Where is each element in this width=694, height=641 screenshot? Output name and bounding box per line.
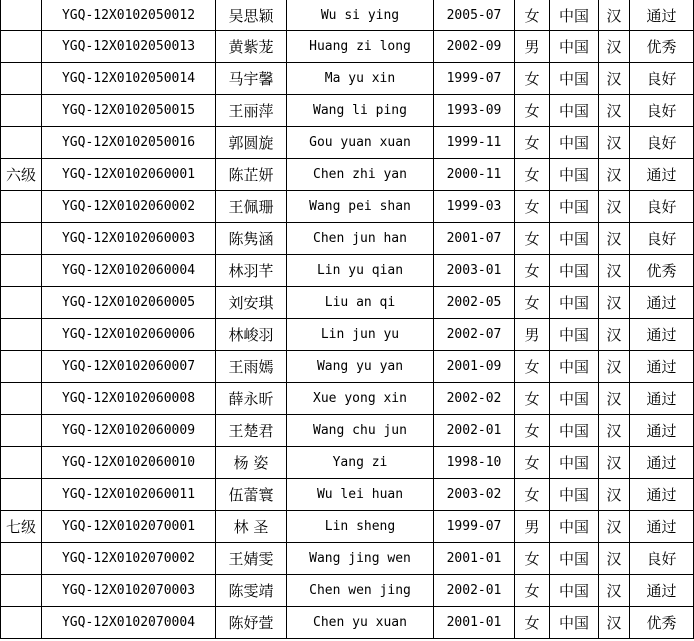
grade-cell [1, 255, 42, 287]
candidate-id-cell: YGQ-12X0102050014 [42, 63, 216, 95]
birth-date-cell: 2003-02 [434, 479, 515, 511]
pinyin-cell: Lin jun yu [287, 319, 434, 351]
table-row [1, 31, 694, 63]
name-cell: 薛永昕 [216, 383, 287, 415]
candidate-id-cell: YGQ-12X0102060011 [42, 479, 216, 511]
birth-date-cell: 2001-07 [434, 223, 515, 255]
pinyin-cell: Lin sheng [287, 511, 434, 543]
pinyin-cell: Chen wen jing [287, 575, 434, 607]
grade-cell [1, 319, 42, 351]
name-cell: 王楚君 [216, 415, 287, 447]
ethnicity-cell: 汉 [599, 447, 630, 479]
nationality-cell: 中国 [550, 351, 599, 383]
grade-cell [1, 95, 42, 127]
grade-cell [1, 223, 42, 255]
birth-date-cell: 2002-01 [434, 575, 515, 607]
ethnicity-cell: 汉 [599, 319, 630, 351]
birth-date-cell: 1998-10 [434, 447, 515, 479]
gender-cell: 女 [515, 159, 550, 191]
nationality-cell: 中国 [550, 255, 599, 287]
pinyin-cell: Ma yu xin [287, 63, 434, 95]
result-cell: 通过 [630, 351, 694, 383]
nationality-cell: 中国 [550, 319, 599, 351]
gender-cell: 女 [515, 415, 550, 447]
table-row [1, 223, 694, 255]
result-cell: 良好 [630, 543, 694, 575]
name-cell: 黄紫茏 [216, 31, 287, 63]
gender-cell: 女 [515, 0, 550, 31]
nationality-cell: 中国 [550, 127, 599, 159]
nationality-cell: 中国 [550, 415, 599, 447]
result-cell: 通过 [630, 319, 694, 351]
gender-cell: 女 [515, 127, 550, 159]
birth-date-cell: 2001-01 [434, 543, 515, 575]
gender-cell: 女 [515, 543, 550, 575]
candidate-id-cell: YGQ-12X0102060009 [42, 415, 216, 447]
name-cell: 陈芷妍 [216, 159, 287, 191]
candidate-id-cell: YGQ-12X0102060004 [42, 255, 216, 287]
ethnicity-cell: 汉 [599, 159, 630, 191]
result-cell: 通过 [630, 159, 694, 191]
gender-cell: 女 [515, 223, 550, 255]
pinyin-cell: Chen jun han [287, 223, 434, 255]
pinyin-cell: Yang zi [287, 447, 434, 479]
birth-date-cell: 2000-11 [434, 159, 515, 191]
result-cell: 通过 [630, 287, 694, 319]
grade-cell [1, 191, 42, 223]
ethnicity-cell: 汉 [599, 127, 630, 159]
nationality-cell: 中国 [550, 223, 599, 255]
ethnicity-cell: 汉 [599, 223, 630, 255]
name-cell: 马宇馨 [216, 63, 287, 95]
nationality-cell: 中国 [550, 191, 599, 223]
result-cell: 良好 [630, 127, 694, 159]
grade-cell [1, 447, 42, 479]
candidate-id-cell: YGQ-12X0102050016 [42, 127, 216, 159]
candidate-id-cell: YGQ-12X0102050015 [42, 95, 216, 127]
gender-cell: 女 [515, 479, 550, 511]
name-cell: 林羽芊 [216, 255, 287, 287]
birth-date-cell: 2002-02 [434, 383, 515, 415]
name-cell: 王雨嫣 [216, 351, 287, 383]
result-cell: 通过 [630, 383, 694, 415]
result-cell: 良好 [630, 63, 694, 95]
result-cell: 通过 [630, 447, 694, 479]
gender-cell: 男 [515, 31, 550, 63]
nationality-cell: 中国 [550, 287, 599, 319]
gender-cell: 女 [515, 287, 550, 319]
name-cell: 林 圣 [216, 511, 287, 543]
ethnicity-cell: 汉 [599, 0, 630, 31]
birth-date-cell: 1999-07 [434, 511, 515, 543]
nationality-cell: 中国 [550, 159, 599, 191]
name-cell: 王婧雯 [216, 543, 287, 575]
nationality-cell: 中国 [550, 575, 599, 607]
ethnicity-cell: 汉 [599, 95, 630, 127]
name-cell: 王佩珊 [216, 191, 287, 223]
table-row [1, 63, 694, 95]
pinyin-cell: Gou yuan xuan [287, 127, 434, 159]
birth-date-cell: 2002-05 [434, 287, 515, 319]
gender-cell: 女 [515, 95, 550, 127]
candidate-id-cell: YGQ-12X0102060010 [42, 447, 216, 479]
ethnicity-cell: 汉 [599, 383, 630, 415]
birth-date-cell: 2002-09 [434, 31, 515, 63]
birth-date-cell: 2005-07 [434, 0, 515, 31]
result-cell: 优秀 [630, 31, 694, 63]
ethnicity-cell: 汉 [599, 351, 630, 383]
table-row [1, 607, 694, 639]
candidate-id-cell: YGQ-12X0102070002 [42, 543, 216, 575]
table-row [1, 351, 694, 383]
table-row [1, 575, 694, 607]
ethnicity-cell: 汉 [599, 543, 630, 575]
pinyin-cell: Wang jing wen [287, 543, 434, 575]
candidate-id-cell: YGQ-12X0102060006 [42, 319, 216, 351]
result-cell: 良好 [630, 223, 694, 255]
name-cell: 陈隽涵 [216, 223, 287, 255]
pinyin-cell: Wu lei huan [287, 479, 434, 511]
gender-cell: 女 [515, 191, 550, 223]
result-cell: 通过 [630, 415, 694, 447]
ethnicity-cell: 汉 [599, 31, 630, 63]
ethnicity-cell: 汉 [599, 607, 630, 639]
nationality-cell: 中国 [550, 543, 599, 575]
result-cell: 通过 [630, 511, 694, 543]
candidate-id-cell: YGQ-12X0102060005 [42, 287, 216, 319]
table-row [1, 479, 694, 511]
pinyin-cell: Chen zhi yan [287, 159, 434, 191]
birth-date-cell: 1999-03 [434, 191, 515, 223]
name-cell: 林峻羽 [216, 319, 287, 351]
pinyin-cell: Chen yu xuan [287, 607, 434, 639]
grade-cell [1, 575, 42, 607]
ethnicity-cell: 汉 [599, 63, 630, 95]
grade-cell [1, 31, 42, 63]
nationality-cell: 中国 [550, 0, 599, 31]
birth-date-cell: 1999-11 [434, 127, 515, 159]
birth-date-cell: 1999-07 [434, 63, 515, 95]
name-cell: 刘安琪 [216, 287, 287, 319]
name-cell: 伍蕾寰 [216, 479, 287, 511]
nationality-cell: 中国 [550, 479, 599, 511]
name-cell: 陈妤萱 [216, 607, 287, 639]
grade-cell [1, 415, 42, 447]
gender-cell: 男 [515, 319, 550, 351]
nationality-cell: 中国 [550, 95, 599, 127]
gender-cell: 女 [515, 447, 550, 479]
candidate-id-cell: YGQ-12X0102070004 [42, 607, 216, 639]
ethnicity-cell: 汉 [599, 287, 630, 319]
gender-cell: 女 [515, 607, 550, 639]
table-row [1, 255, 694, 287]
ethnicity-cell: 汉 [599, 191, 630, 223]
name-cell: 郭圆旋 [216, 127, 287, 159]
birth-date-cell: 2001-01 [434, 607, 515, 639]
candidate-id-cell: YGQ-12X0102060002 [42, 191, 216, 223]
pinyin-cell: Liu an qi [287, 287, 434, 319]
table-row [1, 287, 694, 319]
result-cell: 优秀 [630, 607, 694, 639]
table-row [1, 127, 694, 159]
pinyin-cell: Wang pei shan [287, 191, 434, 223]
ethnicity-cell: 汉 [599, 575, 630, 607]
table-row [1, 511, 694, 543]
ethnicity-cell: 汉 [599, 255, 630, 287]
birth-date-cell: 2001-09 [434, 351, 515, 383]
nationality-cell: 中国 [550, 511, 599, 543]
candidate-id-cell: YGQ-12X0102070001 [42, 511, 216, 543]
grade-cell [1, 351, 42, 383]
gender-cell: 男 [515, 511, 550, 543]
nationality-cell: 中国 [550, 63, 599, 95]
candidate-id-cell: YGQ-12X0102060003 [42, 223, 216, 255]
name-cell: 杨 姿 [216, 447, 287, 479]
candidate-id-cell: YGQ-12X0102050012 [42, 0, 216, 31]
grade-cell [1, 287, 42, 319]
result-cell: 良好 [630, 95, 694, 127]
pinyin-cell: Wang chu jun [287, 415, 434, 447]
pinyin-cell: Xue yong xin [287, 383, 434, 415]
grade-cell [1, 479, 42, 511]
result-cell: 通过 [630, 575, 694, 607]
candidate-id-cell: YGQ-12X0102060007 [42, 351, 216, 383]
grade-cell [1, 0, 42, 31]
pinyin-cell: Huang zi long [287, 31, 434, 63]
nationality-cell: 中国 [550, 31, 599, 63]
name-cell: 吴思颖 [216, 0, 287, 31]
grade-cell [1, 63, 42, 95]
pinyin-cell: Lin yu qian [287, 255, 434, 287]
table-row [1, 159, 694, 191]
nationality-cell: 中国 [550, 607, 599, 639]
birth-date-cell: 1993-09 [434, 95, 515, 127]
table-row [1, 447, 694, 479]
ethnicity-cell: 汉 [599, 511, 630, 543]
candidate-id-cell: YGQ-12X0102060001 [42, 159, 216, 191]
grade-cell: 六级 [1, 159, 42, 191]
table-row [1, 383, 694, 415]
pinyin-cell: Wu si ying [287, 0, 434, 31]
table-row [1, 95, 694, 127]
name-cell: 王丽萍 [216, 95, 287, 127]
pinyin-cell: Wang yu yan [287, 351, 434, 383]
name-cell: 陈雯靖 [216, 575, 287, 607]
grade-cell [1, 543, 42, 575]
pinyin-cell: Wang li ping [287, 95, 434, 127]
table-row [1, 319, 694, 351]
gender-cell: 女 [515, 351, 550, 383]
birth-date-cell: 2002-07 [434, 319, 515, 351]
gender-cell: 女 [515, 255, 550, 287]
grade-cell [1, 383, 42, 415]
table-row [1, 191, 694, 223]
result-cell: 通过 [630, 0, 694, 31]
table-body [1, 0, 694, 639]
gender-cell: 女 [515, 63, 550, 95]
candidate-id-cell: YGQ-12X0102060008 [42, 383, 216, 415]
gender-cell: 女 [515, 383, 550, 415]
table-row [1, 415, 694, 447]
birth-date-cell: 2002-01 [434, 415, 515, 447]
nationality-cell: 中国 [550, 447, 599, 479]
grade-cell [1, 607, 42, 639]
candidate-id-cell: YGQ-12X0102050013 [42, 31, 216, 63]
grade-cell [1, 127, 42, 159]
nationality-cell: 中国 [550, 383, 599, 415]
result-cell: 通过 [630, 479, 694, 511]
ethnicity-cell: 汉 [599, 479, 630, 511]
result-cell: 优秀 [630, 255, 694, 287]
candidate-id-cell: YGQ-12X0102070003 [42, 575, 216, 607]
birth-date-cell: 2003-01 [434, 255, 515, 287]
table-row [1, 543, 694, 575]
table-row [1, 0, 694, 31]
result-cell: 良好 [630, 191, 694, 223]
grade-cell: 七级 [1, 511, 42, 543]
gender-cell: 女 [515, 575, 550, 607]
ethnicity-cell: 汉 [599, 415, 630, 447]
